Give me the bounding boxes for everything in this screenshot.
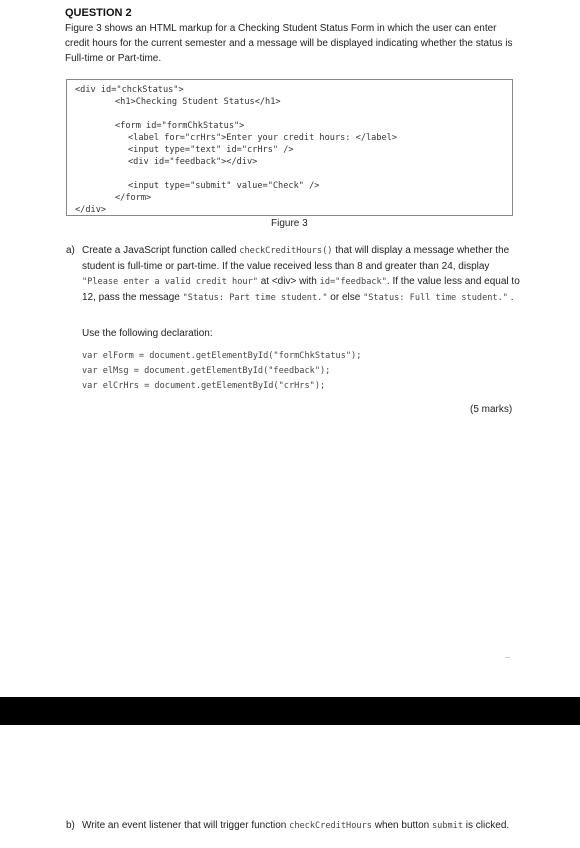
part-a-text — [82, 243, 522, 306]
code-run: submit — [431, 821, 464, 831]
use-declaration-label: Use the following declaration: — [82, 328, 213, 339]
code-line: <div id="feedback"></div> — [128, 157, 258, 167]
page-break-band — [0, 697, 580, 725]
code-run: <div> — [271, 276, 297, 287]
text-run: or else — [327, 292, 364, 303]
code-run: checkCreditHours() — [239, 246, 333, 256]
text-run: is clicked. — [463, 820, 510, 831]
text-run: when button — [371, 820, 432, 831]
code-line: </form> — [115, 193, 152, 203]
text-run: Create a JavaScript function called — [82, 245, 240, 256]
declaration-line: var elForm = document.getElementById("formChkStatus"); — [82, 351, 362, 361]
code-run: "Please enter a valid credit hour" — [82, 277, 258, 287]
code-line: <form id="formChkStatus"> — [115, 121, 245, 131]
text-run: . — [507, 292, 514, 303]
code-run: "Status: Part time student." — [182, 293, 328, 303]
text-run: Write an event listener that will trigger function — [82, 820, 290, 831]
figure-code-box — [66, 79, 513, 216]
question-intro: Figure 3 shows an HTML markup for a Checking Student Status Form in which the user can enter credit hours for the current semester and a message will be displayed indicating whether the status is Full-time or Part-time. — [65, 23, 513, 64]
code-line: <h1>Checking Student Status</h1> — [115, 97, 281, 107]
code-run: id="feedback" — [319, 277, 387, 287]
declaration-line: var elCrHrs = document.getElementById("crHrs"); — [82, 381, 326, 391]
code-run: checkCreditHours — [289, 821, 372, 831]
text-run: at — [257, 276, 272, 287]
code-line: <input type="text" id="crHrs" /> — [128, 145, 294, 155]
text-run: that will display a message whether the student is full-time or part-time. If the value received less than 8 and greater than 24, display — [82, 245, 510, 272]
code-line: <input type="submit" value="Check" /> — [128, 181, 320, 191]
figure-caption: Figure 3 — [271, 218, 308, 229]
part-b-text — [82, 818, 522, 834]
code-line: </div> — [75, 205, 107, 215]
text-run: with — [296, 276, 320, 287]
code-line: <div id="chckStatus"> — [75, 85, 184, 95]
declaration-line: var elMsg = document.getElementById("feedback"); — [82, 366, 331, 376]
part-b-label: b) — [66, 820, 75, 831]
code-line: <label for="crHrs">Enter your credit hours: </label> — [128, 133, 398, 143]
text-run: . If the value less and equal to 12, pass the message — [82, 276, 520, 303]
marks-label: (5 marks) — [470, 404, 513, 415]
code-run: "Status: Full time student." — [363, 293, 508, 303]
question-title: QUESTION 2 — [65, 7, 132, 19]
part-a-label: a) — [66, 245, 75, 256]
scan-speck — [505, 657, 510, 658]
